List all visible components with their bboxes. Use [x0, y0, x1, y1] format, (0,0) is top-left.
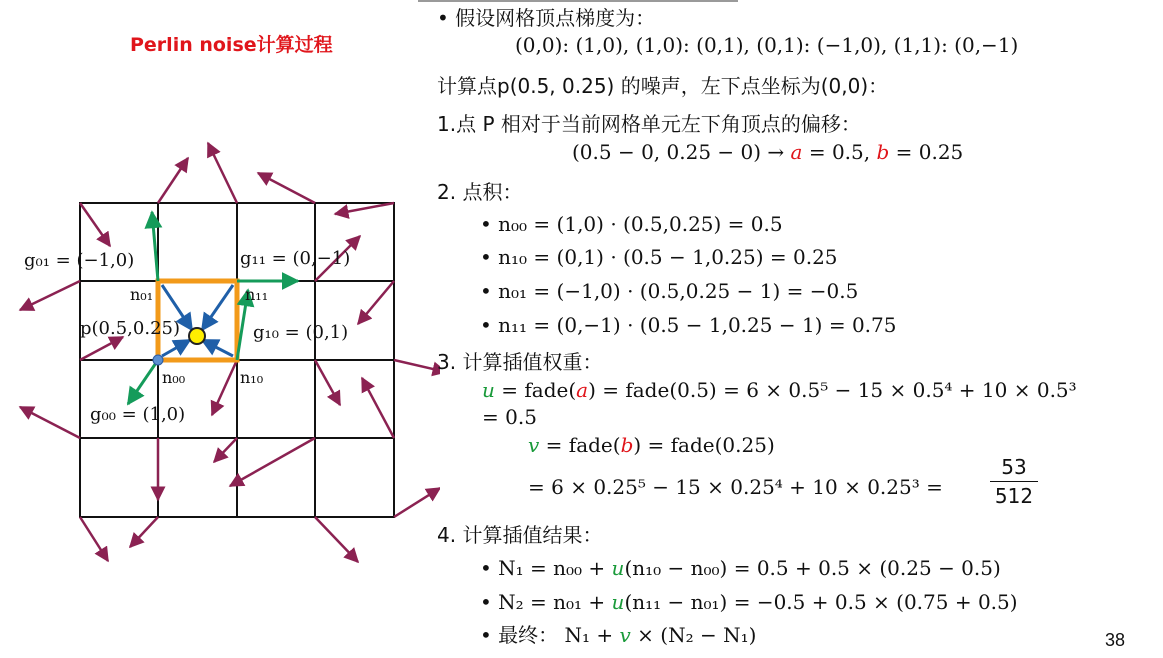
step2-heading: 2. 点积： — [437, 180, 523, 204]
label-n00: n₀₀ — [162, 368, 186, 387]
u-eq-part2: ) = fade(0.5) = 6 × 0.5⁵ − 15 × 0.5⁴ + 10 × 0.5³ — [588, 378, 1077, 402]
v-equation — [528, 433, 775, 457]
label-n01: n₀₁ — [130, 285, 154, 304]
step4-heading: 4. 计算插值结果： — [437, 523, 603, 547]
final-part2: × (N₂ − N₁) — [630, 623, 757, 647]
label-n11: n₁₁ — [245, 285, 269, 304]
label-g00: g₀₀ = (1,0) — [90, 404, 186, 425]
final-v: v — [619, 623, 631, 647]
step1-heading: 1.点 P 相对于当前网格单元左下角顶点的偏移： — [437, 112, 861, 136]
u-symbol: u — [482, 378, 495, 402]
cell-gradient-arrows — [128, 212, 298, 404]
label-n10: n₁₀ — [240, 368, 264, 387]
N1-u: u — [611, 556, 625, 580]
intro-line: • 假设网格顶点梯度为： — [437, 6, 656, 30]
fraction-denominator: 512 — [994, 484, 1034, 508]
N2-part2: (n₁₁ − n₀₁) = −0.5 + 0.5 × (0.75 + 0.5) — [624, 590, 1018, 614]
v-b-symbol: b — [620, 433, 634, 457]
point-p — [189, 328, 205, 344]
step3-heading: 3. 计算插值权重： — [437, 350, 603, 374]
u-a-symbol: a — [576, 378, 589, 402]
n00-equation: • n₀₀ = (1,0) · (0.5,0.25) = 0.5 — [480, 212, 783, 236]
step1-formula — [572, 140, 963, 164]
top-divider — [418, 0, 738, 2]
N2-equation — [480, 590, 1018, 614]
N1-part1: • N₁ = n₀₀ + — [480, 556, 612, 580]
n11-equation: • n₁₁ = (0,−1) · (0.5 − 1,0.25 − 1) = 0.75 — [480, 313, 897, 337]
N1-part2: (n₁₀ − n₀₀) = 0.5 + 0.5 × (0.25 − 0.5) — [624, 556, 1001, 580]
N2-u: u — [611, 590, 625, 614]
var-a: a — [790, 140, 803, 164]
corner-origin — [153, 355, 163, 365]
n10-equation: • n₁₀ = (0,1) · (0.5 − 1,0.25) = 0.25 — [480, 245, 838, 269]
N2-part1: • N₂ = n₀₁ + — [480, 590, 612, 614]
step1-formula-pre: (0.5 − 0, 0.25 − 0) → — [572, 140, 791, 164]
gradient-arrows — [20, 143, 440, 562]
u-eq-part1: = fade( — [494, 378, 577, 402]
label-g10: g₁₀ = (0,1) — [253, 322, 349, 343]
u-equation — [482, 378, 1077, 402]
fraction-numerator: 53 — [990, 455, 1038, 482]
u-result: = 0.5 — [482, 405, 537, 429]
step1-formula-mid: = 0.5, — [802, 140, 877, 164]
step1-formula-end: = 0.25 — [889, 140, 964, 164]
gradient-list: (0,0): (1,0), (1,0): (0,1), (0,1): (−1,0), (1,1): (0,−1) — [515, 33, 1019, 57]
label-g01: g₀₁ = (−1,0) — [24, 250, 135, 271]
var-b: b — [876, 140, 890, 164]
final-part1: • 最终： N₁ + — [480, 623, 620, 647]
page-number: 38 — [1104, 630, 1125, 650]
v-eq-part2: ) = fade(0.25) — [633, 433, 775, 457]
point-line: 计算点p(0.5, 0.25) 的噪声，左下点坐标为(0,0)： — [437, 74, 889, 98]
v-expansion: = 6 × 0.25⁵ − 15 × 0.25⁴ + 10 × 0.25³ = — [528, 475, 943, 499]
v-symbol: v — [528, 433, 540, 457]
N1-equation — [480, 556, 1001, 580]
slide-title: Perlin noise计算过程 — [130, 34, 333, 56]
v-eq-part1: = fade( — [539, 433, 621, 457]
label-g11: g₁₁ = (0,−1) — [240, 248, 351, 269]
perlin-grid-diagram — [0, 0, 440, 600]
label-p: p(0.5,0.25) — [80, 318, 180, 339]
n01-equation: • n₀₁ = (−1,0) · (0.5,0.25 − 1) = −0.5 — [480, 279, 859, 303]
final-equation — [480, 623, 756, 647]
fraction — [990, 455, 1038, 508]
